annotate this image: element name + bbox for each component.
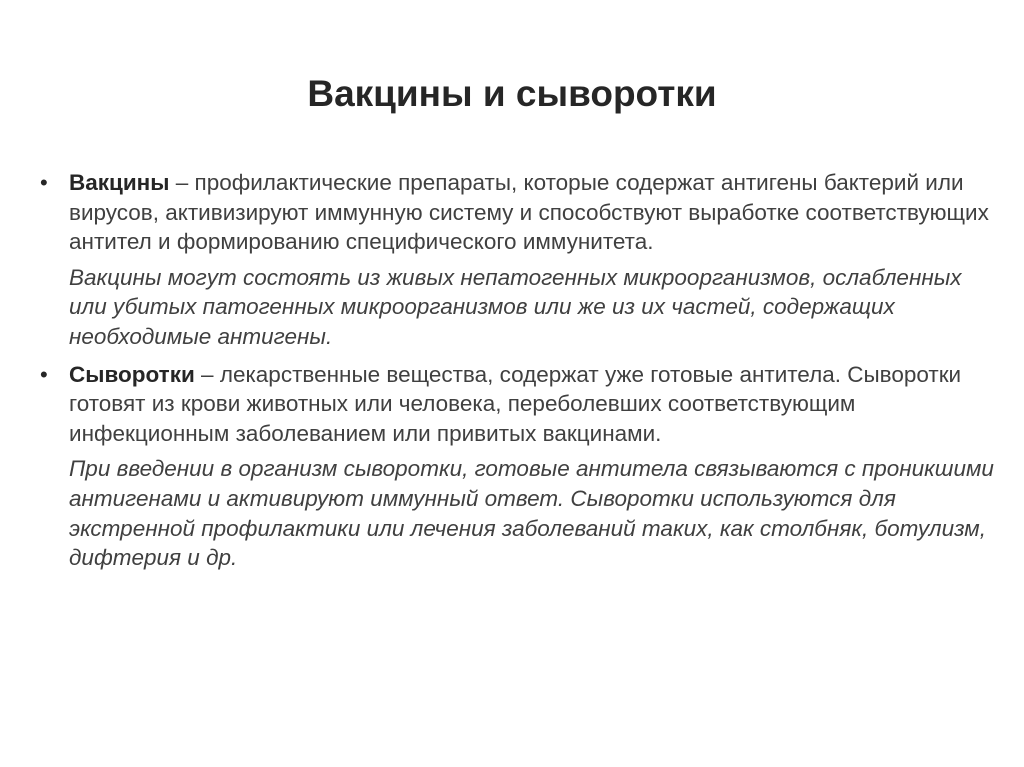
term-serums: Сыворотки — [69, 361, 195, 387]
note-serums: При введении в организм сыворотки, готовые антитела связываются с проникшими антигенами и активируют иммунный ответ. Сыворотки используются для экстренной профилактики или лечения заболеваний таких, как столбняк, ботулизм, дифтерия и др. — [69, 456, 994, 571]
bullet-serums-text — [69, 360, 1000, 449]
bullet-marker: • — [40, 170, 48, 195]
bullet-marker: • — [40, 361, 48, 387]
bullet-vaccines — [40, 168, 1000, 257]
slide-title: Вакцины и сыворотки — [307, 73, 717, 114]
note-vaccines: Вакцины могут состоять из живых непатогенных микроорганизмов, ослабленных или убитых патогенных микроорганизмов или же из их частей, содержащих необходимые антигены. — [69, 264, 962, 349]
bullet-vaccines-text — [69, 168, 1000, 257]
bullet-serums — [40, 360, 1000, 449]
term-vaccines: Вакцины — [69, 170, 170, 195]
definition-serums: – лекарственные вещества, содержат уже готовые антитела. Сыворотки готовят из крови животных или человека, переболевших соответствующим инфекционным заболеванием или привитых вакцинами. — [69, 361, 962, 446]
definition-vaccines: – профилактические препараты, которые содержат антигены бактерий или вирусов, активизируют иммунную систему и способствуют выработке соответствующих антител и формированию специфического иммунитета. — [69, 170, 989, 255]
slide-content — [40, 168, 1000, 573]
